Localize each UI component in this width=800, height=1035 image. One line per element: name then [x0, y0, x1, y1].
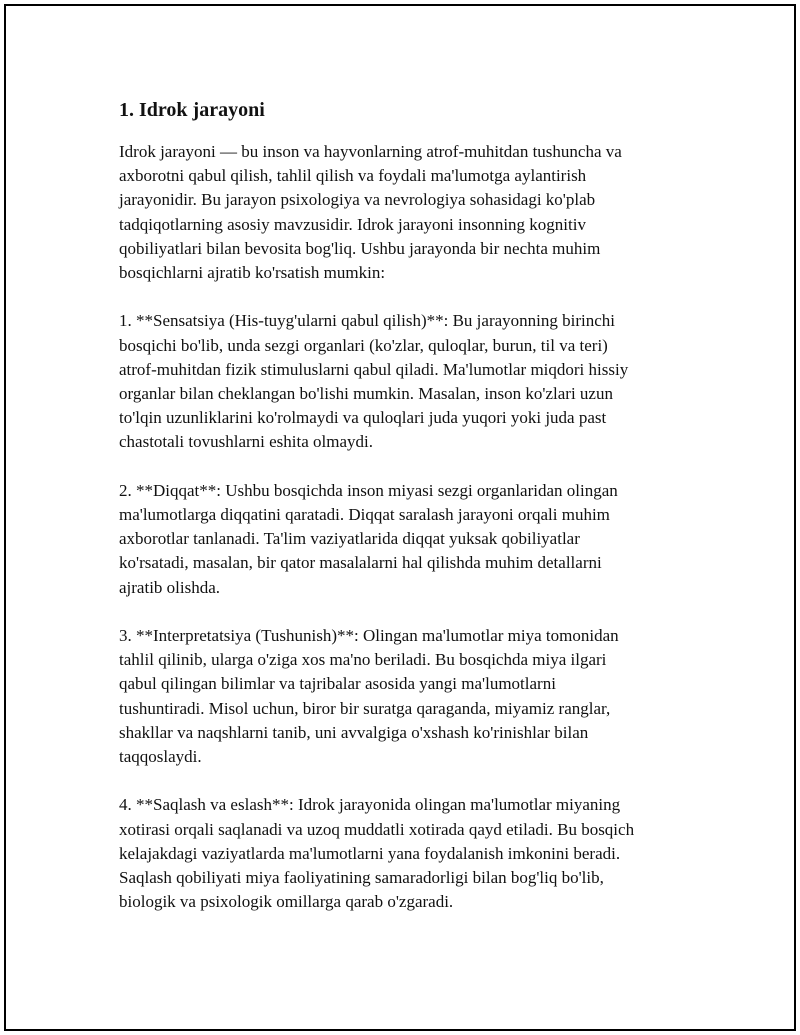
paragraph-sensatsiya: 1. **Sensatsiya (His-tuyg'ularni qabul qilish)**: Bu jarayonning birinchi bosqichi bo'lib, unda sezgi organlari (ko'zlar, quloqlar, burun, til va teri) atrof-muhitdan fizik stimuluslarni qabul qiladi. Ma'lumotlar miqdori hissiy organlar bilan cheklangan bo'lishi mumkin. Masalan, inson ko'zlari uzun to'lqin uzunliklarini ko'rolmaydi va quloqlari juda yuqori yoki juda past chastotali tovushlarni eshita olmaydi.	[119, 311, 629, 452]
page-frame	[4, 4, 796, 1031]
paragraph-saqlash: 4. **Saqlash va eslash**: Idrok jarayonida olingan ma'lumotlar miyaning xotirasi orqali saqlanadi va uzoq muddatli xotirada qayd etiladi. Bu bosqich kelajakdagi vaziyatlarda ma'lumotlarni yana foydalanish imkonini beradi. Saqlash qobiliyati miya faoliyatining samaradorligi bilan bog'liq bo'lib, biologik va psixologik omillarga qarab o'zgaradi.	[119, 795, 635, 912]
intro-paragraph: Idrok jarayoni — bu inson va hayvonlarning atrof-muhitdan tushuncha va axborotni qabul qilish, tahlil qilish va foydali ma'lumotga aylantirish jarayonidir. Bu jarayon psixologiya va nevrologiya sohasidagi ko'plab tadqiqotlarning asosiy mavzusidir. Idrok jarayoni insonning kognitiv qobiliyatlari bilan bevosita bog'liq. Ushbu jarayonda bir nechta muhim bosqichlarni ajratib ko'rsatish mumkin:	[119, 142, 622, 283]
paragraph-diqqat: 2. **Diqqat**: Ushbu bosqichda inson miyasi sezgi organlaridan olingan ma'lumotlarga diqqatini qaratadi. Diqqat saralash jarayoni orqali muhim axborotlar tanlanadi. Ta'lim vaziyatlarida diqqat yuksak qobiliyatlar ko'rsatadi, masalan, bir qator masalalarni hal qilishda muhim detallarni ajratib olishda.	[119, 480, 618, 597]
paragraph-interpretatsiya: 3. **Interpretatsiya (Tushunish)**: Olingan ma'lumotlar miya tomonidan tahlil qilinib, ularga o'ziga xos ma'no beriladi. Bu bosqichda miya ilgari qabul qilingan bilimlar va tajribalar asosida yangi ma'lumotlarni tushuntiradi. Misol uchun, biror bir suratga qaraganda, miyamiz ranglar, shakllar va naqshlarni tanib, uni avvalgiga o'xshash ko'rinishlar bilan taqqoslaydi.	[119, 626, 619, 767]
document-body	[119, 96, 689, 939]
section-title: 1. Idrok jarayoni	[119, 99, 265, 121]
